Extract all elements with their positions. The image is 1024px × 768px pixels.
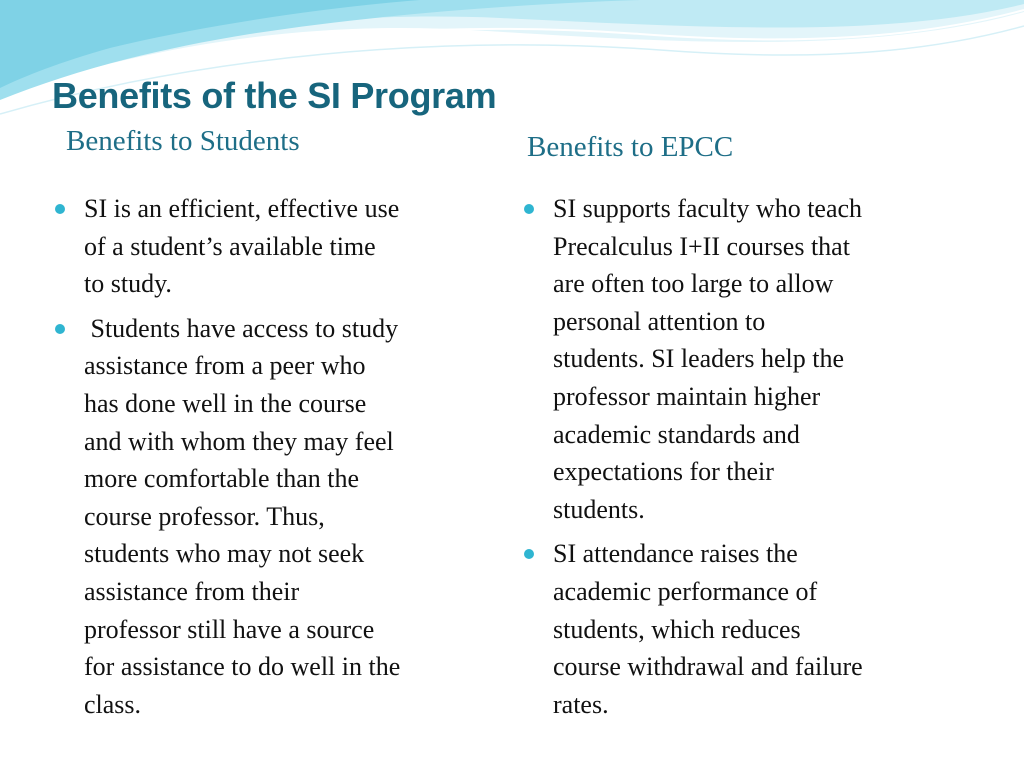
text-line: assistance from a peer who: [84, 351, 366, 381]
list-item: [55, 190, 495, 303]
text-line: course professor. Thus,: [84, 501, 325, 531]
heading-benefits-to-epcc: Benefits to EPCC: [527, 131, 734, 163]
text-line: students, which reduces: [553, 614, 801, 644]
text-line: SI is an efficient, effective use: [84, 194, 400, 223]
text-line: rates.: [553, 689, 609, 719]
text-line: Precalculus I+II courses that: [553, 231, 850, 261]
text-line: of a student’s available time: [84, 231, 376, 261]
text-line: personal attention to: [553, 306, 766, 336]
text-line: class.: [84, 689, 142, 719]
text-line: academic standards and: [553, 419, 800, 449]
slide-title: Benefits of the SI Program: [52, 75, 497, 116]
text-line: to study.: [84, 269, 172, 299]
text-line: assistance from their: [84, 576, 300, 606]
bullet-dot-icon: [524, 204, 534, 214]
text-line: and with whom they may feel: [84, 426, 394, 456]
bullet-dot-icon: [524, 549, 534, 559]
text-line: SI supports faculty who teach: [553, 194, 863, 223]
text-line: students.: [553, 494, 645, 524]
bullet-dot-icon: [55, 204, 65, 214]
epcc-benefits-list: [524, 190, 964, 730]
heading-benefits-to-students: Benefits to Students: [66, 125, 300, 157]
text-line: Students have access to study: [84, 313, 399, 343]
text-line: professor maintain higher: [553, 381, 821, 411]
text-line: students who may not seek: [84, 539, 365, 569]
list-item: [55, 310, 495, 724]
text-line: are often too large to allow: [553, 269, 834, 299]
text-line: course withdrawal and failure: [553, 652, 863, 682]
text-line: for assistance to do well in the: [84, 652, 401, 682]
text-line: has done well in the course: [84, 388, 367, 418]
list-item: [524, 535, 964, 723]
list-item: [524, 190, 964, 528]
text-line: professor still have a source: [84, 614, 375, 644]
text-line: more comfortable than the: [84, 464, 360, 494]
text-line: academic performance of: [553, 576, 818, 606]
text-line: SI attendance raises the: [553, 539, 798, 569]
text-line: expectations for their: [553, 457, 774, 487]
text-line: students. SI leaders help the: [553, 344, 844, 374]
bullet-dot-icon: [55, 324, 65, 334]
students-benefits-list: [55, 190, 495, 730]
